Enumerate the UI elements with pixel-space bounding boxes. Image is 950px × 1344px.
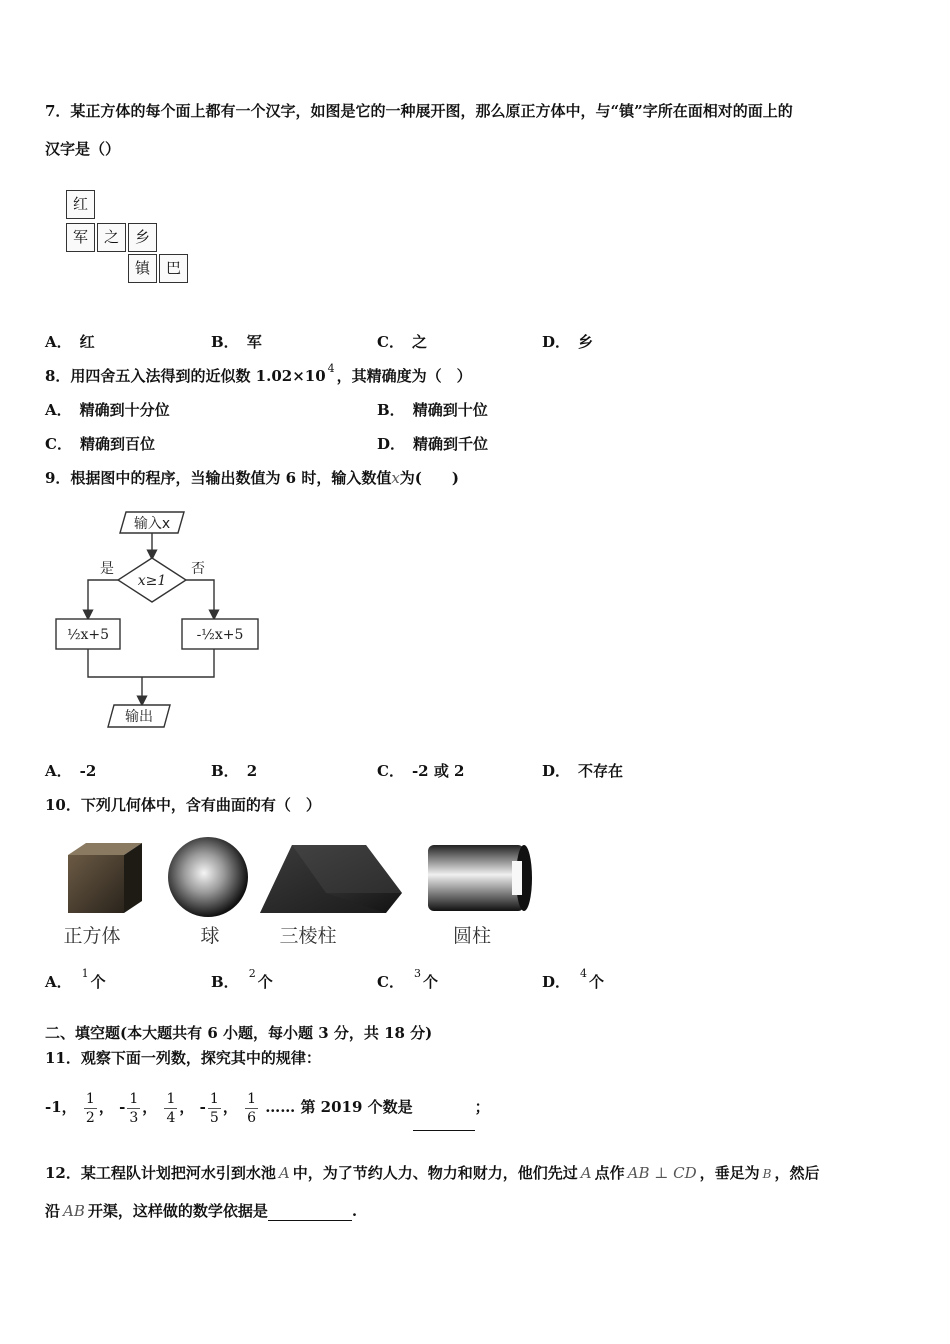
option-label: A．: [45, 401, 72, 419]
option-label: B．: [211, 762, 239, 780]
q8-option-a[interactable]: [45, 400, 170, 420]
q7-option-d[interactable]: [542, 332, 593, 352]
q11-tail-text: …… 第 2019 个数是: [265, 1098, 413, 1116]
q11-sequence: [45, 1082, 490, 1131]
option-label: C．: [377, 973, 404, 991]
option-unit: 个: [422, 973, 438, 991]
fraction-denominator: 5: [209, 1109, 219, 1126]
frac-separator: ，: [222, 1098, 238, 1116]
option-text: 精确到千位: [413, 435, 489, 453]
net-cell-jun: 军: [66, 223, 95, 252]
q9-option-c[interactable]: [377, 761, 465, 781]
option-label: D．: [542, 333, 571, 351]
q12-perpendicular-expr: AB ⊥ CD: [627, 1164, 697, 1182]
option-label: D．: [377, 435, 406, 453]
q12-text: 中，为了节约人力、物力和财力，他们先过: [292, 1164, 578, 1182]
option-text: 乡: [578, 333, 594, 351]
q8-exponent: 4: [327, 362, 335, 375]
cube-net-figure: [66, 190, 191, 290]
frac-separator: ，: [98, 1098, 114, 1116]
sequence-first-term: -1，: [45, 1098, 77, 1116]
q12-text: 开渠，这样做的数学依据是: [87, 1202, 268, 1220]
flowchart-figure: [52, 505, 282, 745]
flow-left-process-label: ½x+5: [66, 627, 110, 643]
q7-option-a[interactable]: [45, 332, 95, 352]
frac-sign: -: [119, 1098, 126, 1116]
sphere-solid: [168, 837, 248, 917]
q9-stem-part: 为( ): [399, 469, 459, 487]
option-label: A．: [45, 973, 72, 991]
q9-stem: [45, 468, 459, 488]
cube-solid: [68, 843, 142, 913]
option-text: 军: [246, 333, 262, 351]
fraction-numerator: 1: [129, 1090, 139, 1107]
q9-variable: x: [391, 469, 400, 487]
flow-condition-label: x≥1: [137, 573, 167, 589]
q8-option-c[interactable]: [45, 434, 155, 454]
q7-option-b[interactable]: [211, 332, 262, 352]
option-text: -2 或 2: [411, 762, 465, 780]
frac-sign: -: [199, 1098, 206, 1116]
net-cell-xiang: 乡: [128, 223, 157, 252]
q12-point-a: A: [278, 1164, 290, 1182]
option-label: D．: [542, 973, 571, 991]
option-text: -2: [79, 762, 97, 780]
frac-separator: ，: [179, 1098, 195, 1116]
option-unit: 个: [257, 973, 273, 991]
net-cell-zhen: 镇: [128, 254, 157, 283]
q10-stem: 10．下列几何体中，含有曲面的有（ ）: [45, 796, 321, 814]
option-text: 精确到十分位: [79, 401, 170, 419]
flow-arrow: [186, 580, 214, 615]
q8-stem-part: ，其精确度为（ ）: [336, 367, 472, 385]
triangular-prism-solid: [260, 845, 402, 913]
option-text: 精确到百位: [79, 435, 155, 453]
fraction: [164, 1090, 177, 1127]
option-number: 3: [413, 967, 421, 980]
option-label: A．: [45, 762, 72, 780]
solid-label-cylinder: 圆柱: [452, 925, 492, 947]
option-number: 1: [81, 967, 89, 980]
q7-option-c[interactable]: [377, 332, 427, 352]
q8-option-b[interactable]: [377, 400, 488, 420]
option-number: 2: [248, 967, 256, 980]
q7-stem-line2: 汉字是（）: [45, 140, 121, 158]
option-unit: 个: [90, 973, 106, 991]
q11-stem: 11．观察下面一列数，探究其中的规律：: [45, 1049, 321, 1067]
q12-text: 沿: [45, 1202, 61, 1220]
fraction: [84, 1090, 97, 1127]
fraction-denominator: 2: [85, 1109, 95, 1126]
option-text: 红: [79, 333, 95, 351]
q9-option-a[interactable]: [45, 761, 96, 781]
q10-option-a[interactable]: [45, 967, 106, 994]
fraction-denominator: 4: [166, 1109, 176, 1126]
fraction: [127, 1090, 140, 1127]
fraction-denominator: 6: [247, 1109, 256, 1126]
q12-point-b: B: [762, 1167, 772, 1181]
option-number: 4: [580, 967, 588, 980]
solid-label-prism: 三棱柱: [279, 925, 337, 947]
q12-stem-line1: [45, 1163, 819, 1184]
q12-answer-blank[interactable]: [268, 1200, 352, 1221]
option-label: D．: [542, 762, 571, 780]
option-label: C．: [377, 333, 404, 351]
fraction-numerator: 1: [85, 1090, 95, 1107]
q12-point-a: A: [580, 1164, 592, 1182]
solid-label-cube: 正方体: [63, 925, 121, 947]
q10-option-d[interactable]: [542, 967, 605, 994]
q8-stem: [45, 362, 472, 388]
net-cell-zhi: 之: [97, 223, 126, 252]
q8-option-d[interactable]: [377, 434, 488, 454]
q12-stem-line2: [45, 1200, 357, 1221]
flow-merge-line: [88, 649, 214, 677]
q11-answer-blank[interactable]: [413, 1082, 475, 1131]
flow-no-label: 否: [191, 561, 205, 577]
option-label: C．: [45, 435, 72, 453]
net-cell-hong: 红: [66, 190, 95, 219]
option-text: 2: [246, 762, 258, 780]
q12-end-punct: .: [351, 1202, 358, 1220]
q12-text: 点作: [594, 1164, 625, 1182]
net-cell-ba: 巴: [159, 254, 188, 283]
option-label: B．: [211, 333, 239, 351]
q12-text: 12．某工程队计划把河水引到水池: [45, 1164, 276, 1182]
option-label: B．: [377, 401, 405, 419]
solids-figure: [56, 835, 556, 955]
option-text: 之: [411, 333, 427, 351]
option-unit: 个: [589, 973, 605, 991]
q12-text: ，然后: [774, 1164, 820, 1182]
q10-option-b[interactable]: [211, 967, 273, 994]
flow-yes-label: 是: [100, 561, 114, 577]
q9-option-b[interactable]: [211, 761, 257, 781]
flow-arrow: [88, 580, 118, 615]
frac-separator: ，: [142, 1098, 158, 1116]
fraction: [245, 1090, 258, 1127]
option-label: B．: [211, 973, 239, 991]
flow-output-label: 输出: [125, 709, 153, 725]
flow-input-label: 输入x: [133, 516, 171, 532]
option-label: A．: [45, 333, 72, 351]
q11-end-punct: ；: [474, 1098, 490, 1116]
fraction-numerator: 1: [209, 1090, 219, 1107]
fraction-numerator: 1: [247, 1090, 256, 1107]
fraction-numerator: 1: [166, 1090, 176, 1107]
q10-option-c[interactable]: [377, 967, 438, 994]
cylinder-solid: [428, 845, 532, 911]
solid-label-sphere: 球: [200, 925, 220, 947]
q9-stem-part: 9．根据图中的程序，当输出数值为 6 时，输入数值: [45, 469, 392, 487]
section-heading-fill-in: 二、填空题(本大题共有 6 小题，每小题 3 分，共 18 分): [45, 1024, 433, 1042]
q9-option-d[interactable]: [542, 761, 623, 781]
option-text: 不存在: [578, 762, 624, 780]
option-text: 精确到十位: [412, 401, 488, 419]
flow-right-process-label: -½x+5: [196, 627, 244, 643]
q8-stem-part: 8．用四舍五入法得到的近似数 1.02×10: [45, 367, 326, 385]
option-label: C．: [377, 762, 404, 780]
fraction: [208, 1090, 221, 1127]
fraction-denominator: 3: [129, 1109, 139, 1126]
q12-text: ，垂足为: [699, 1164, 760, 1182]
q7-stem-line1: 7．某正方体的每个面上都有一个汉字，如图是它的一种展开图，那么原正方体中，与“镇”字所在面相对的面上的: [45, 102, 793, 120]
q12-segment-ab: AB: [63, 1202, 85, 1220]
